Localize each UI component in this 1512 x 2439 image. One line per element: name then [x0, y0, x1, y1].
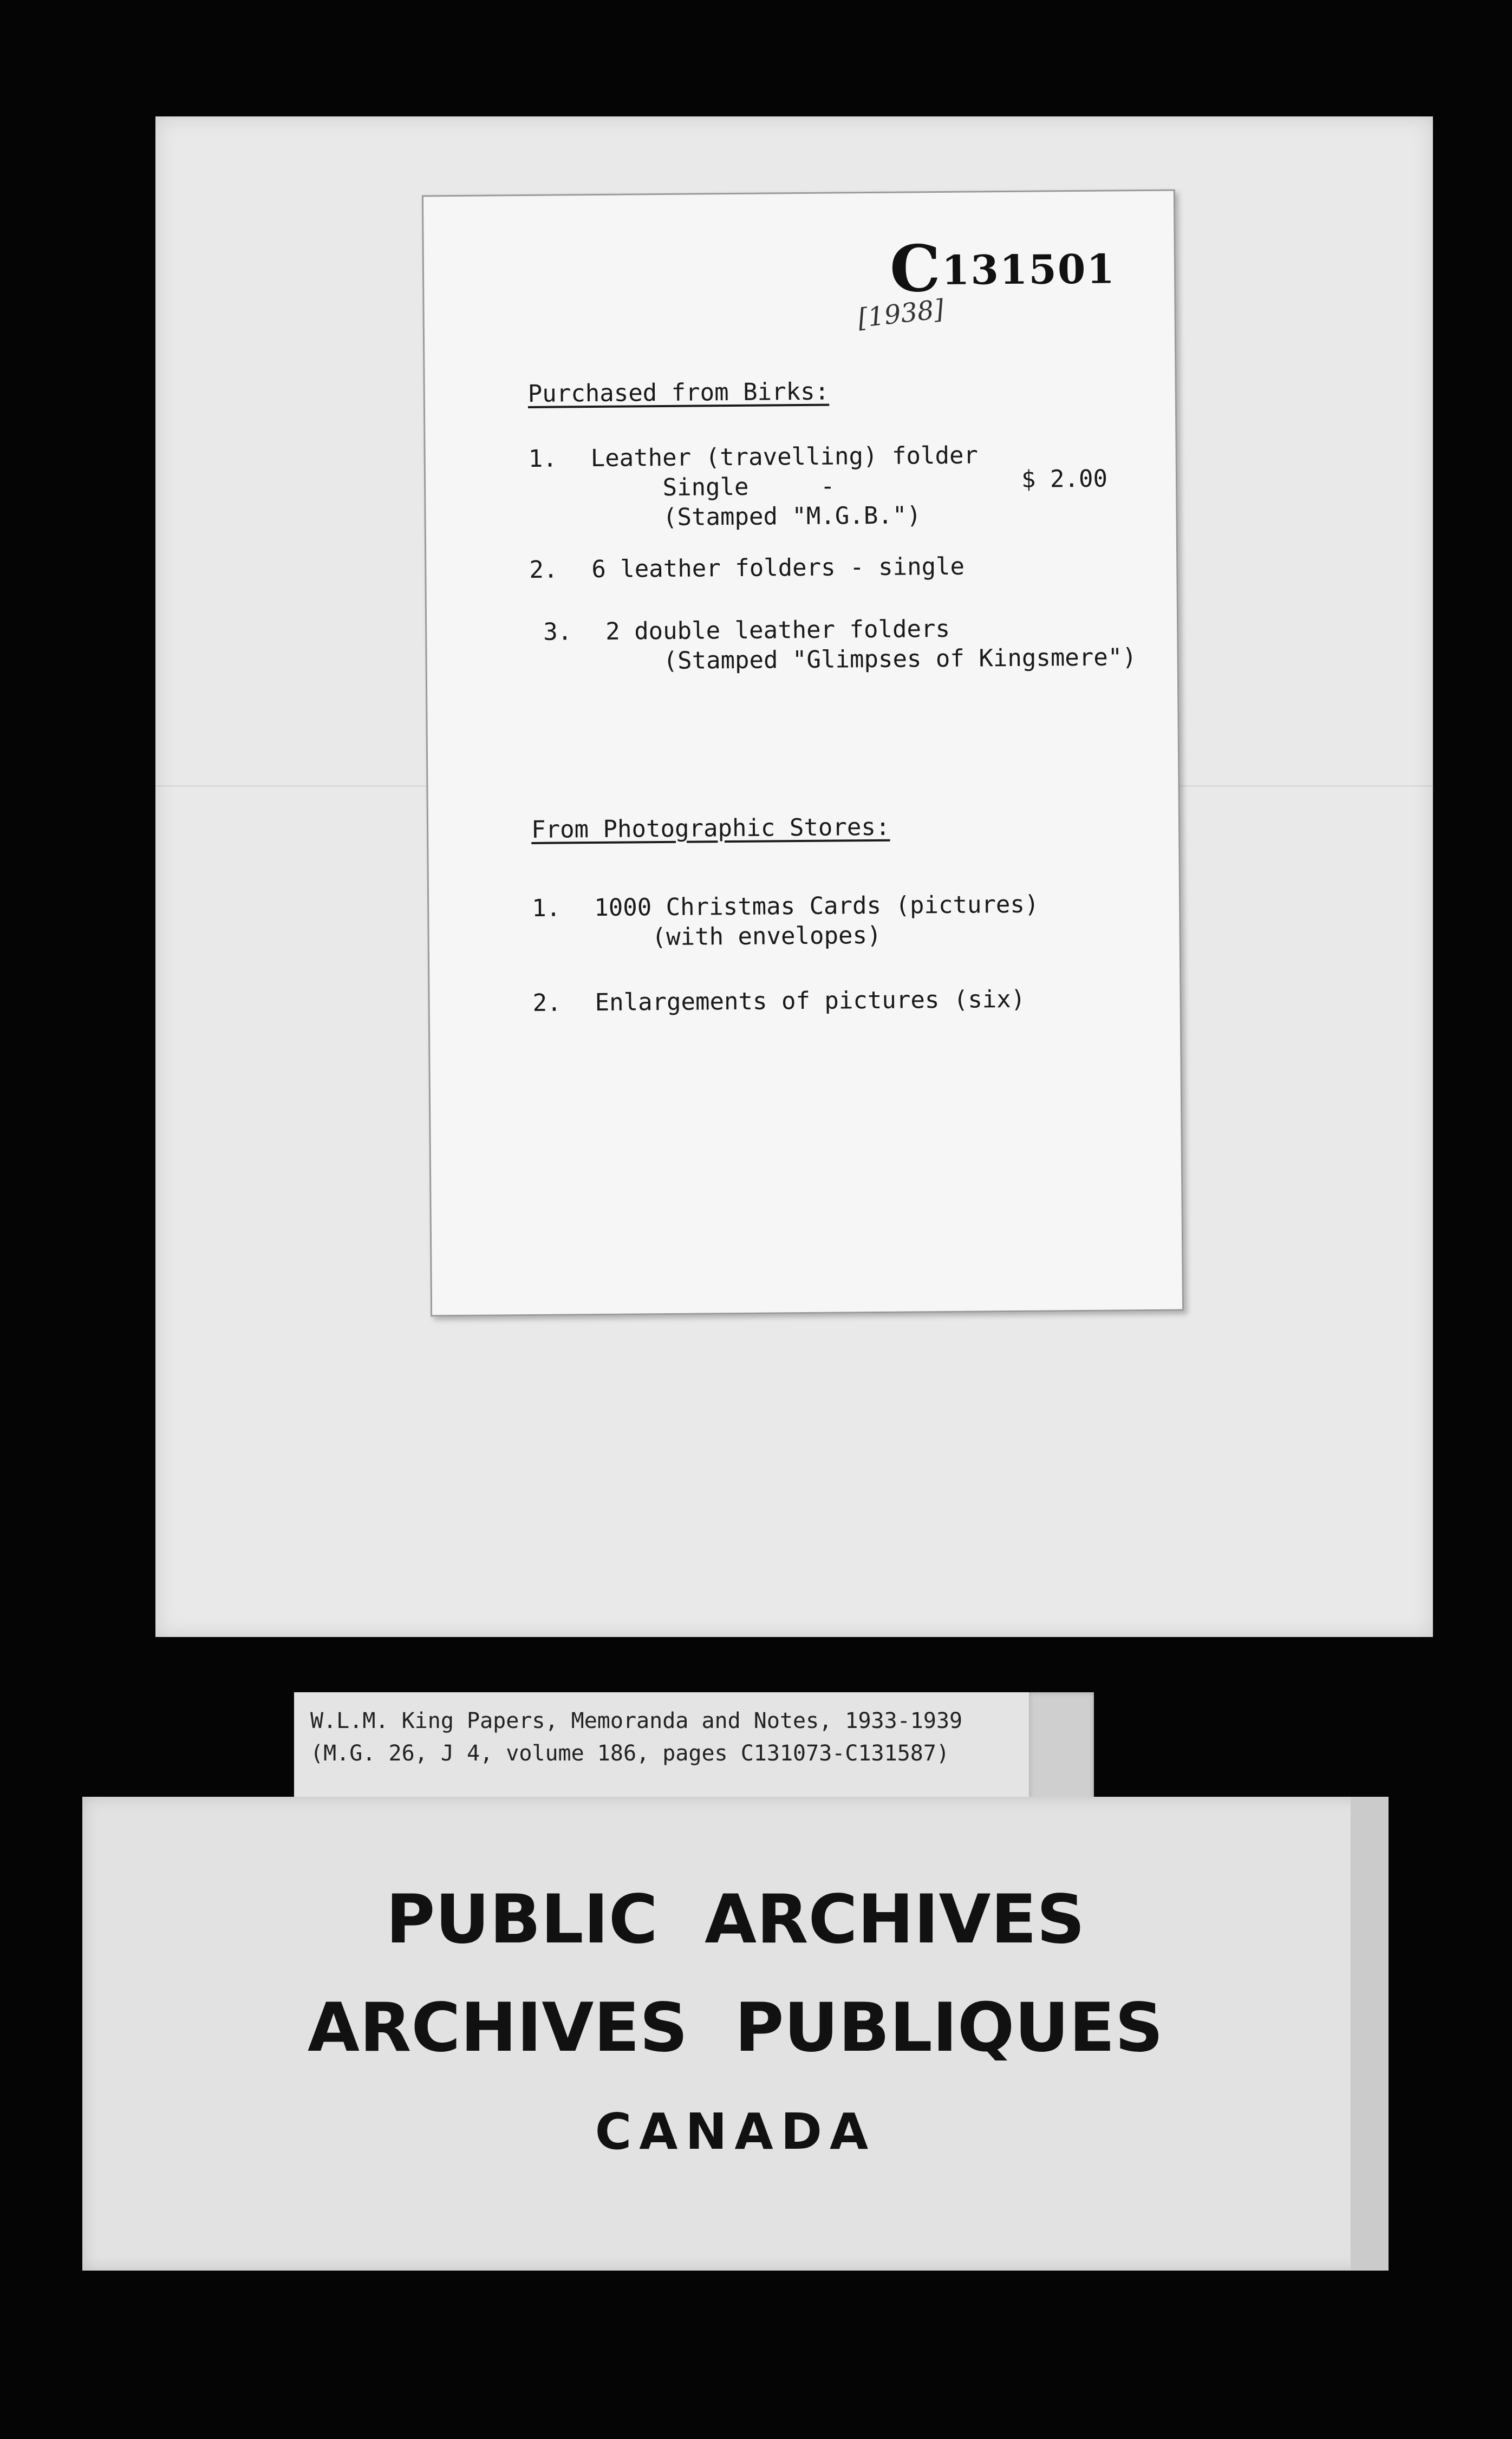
section1-heading: Purchased from Birks:: [527, 377, 830, 408]
archives-title-english: PUBLIC ARCHIVES: [386, 1881, 1085, 1959]
section1-item1-price: $ 2.00: [1021, 465, 1108, 493]
section1-item1-line1: Leather (travelling) folder: [590, 441, 979, 473]
archives-title-french: ARCHIVES PUBLIQUES: [307, 1989, 1164, 2067]
section2-item1-num: 1.: [532, 894, 561, 922]
section2-item2-num: 2.: [532, 989, 562, 1017]
reference-number: 131501: [941, 246, 1116, 294]
label-line-2: (M.G. 26, J 4, volume 186, pages C131073-C131587): [310, 1741, 950, 1766]
document-mount: [155, 116, 1433, 1637]
year-annotation: [1938]: [856, 294, 946, 334]
card-edge: [1351, 1797, 1389, 2271]
section1-item1-line2: Single -: [590, 472, 835, 503]
section1-item1-num: 1.: [528, 445, 557, 473]
section1-item1-line3: (Stamped "M.G.B."): [591, 501, 922, 532]
archives-card: [82, 1797, 1389, 2271]
section1-item2-line1: 6 leather folders - single: [591, 552, 965, 584]
section1-item3-line1: 2 double leather folders: [605, 615, 950, 645]
reference-label-slip: [294, 1692, 1094, 1803]
section1-item2-num: 2.: [529, 556, 558, 584]
memo-sheet: [422, 190, 1184, 1317]
section1-item3-num: 3.: [543, 618, 572, 646]
adhesive-tape: [1029, 1692, 1094, 1803]
reference-stamp: [889, 229, 1116, 306]
section2-item1-line1: 1000 Christmas Cards (pictures): [594, 890, 1039, 922]
section2-heading: From Photographic Stores:: [531, 813, 890, 844]
section1-item3-line2: (Stamped "Glimpses of Kingsmere"): [605, 643, 1137, 675]
archives-country: CANADA: [595, 2103, 876, 2161]
section2-item2-line1: Enlargements of pictures (six): [595, 985, 1026, 1017]
label-line-1: W.L.M. King Papers, Memoranda and Notes, 1933-1939: [310, 1708, 963, 1733]
reference-prefix: C: [889, 230, 942, 306]
section2-item1-line2: (with envelopes): [594, 921, 882, 952]
